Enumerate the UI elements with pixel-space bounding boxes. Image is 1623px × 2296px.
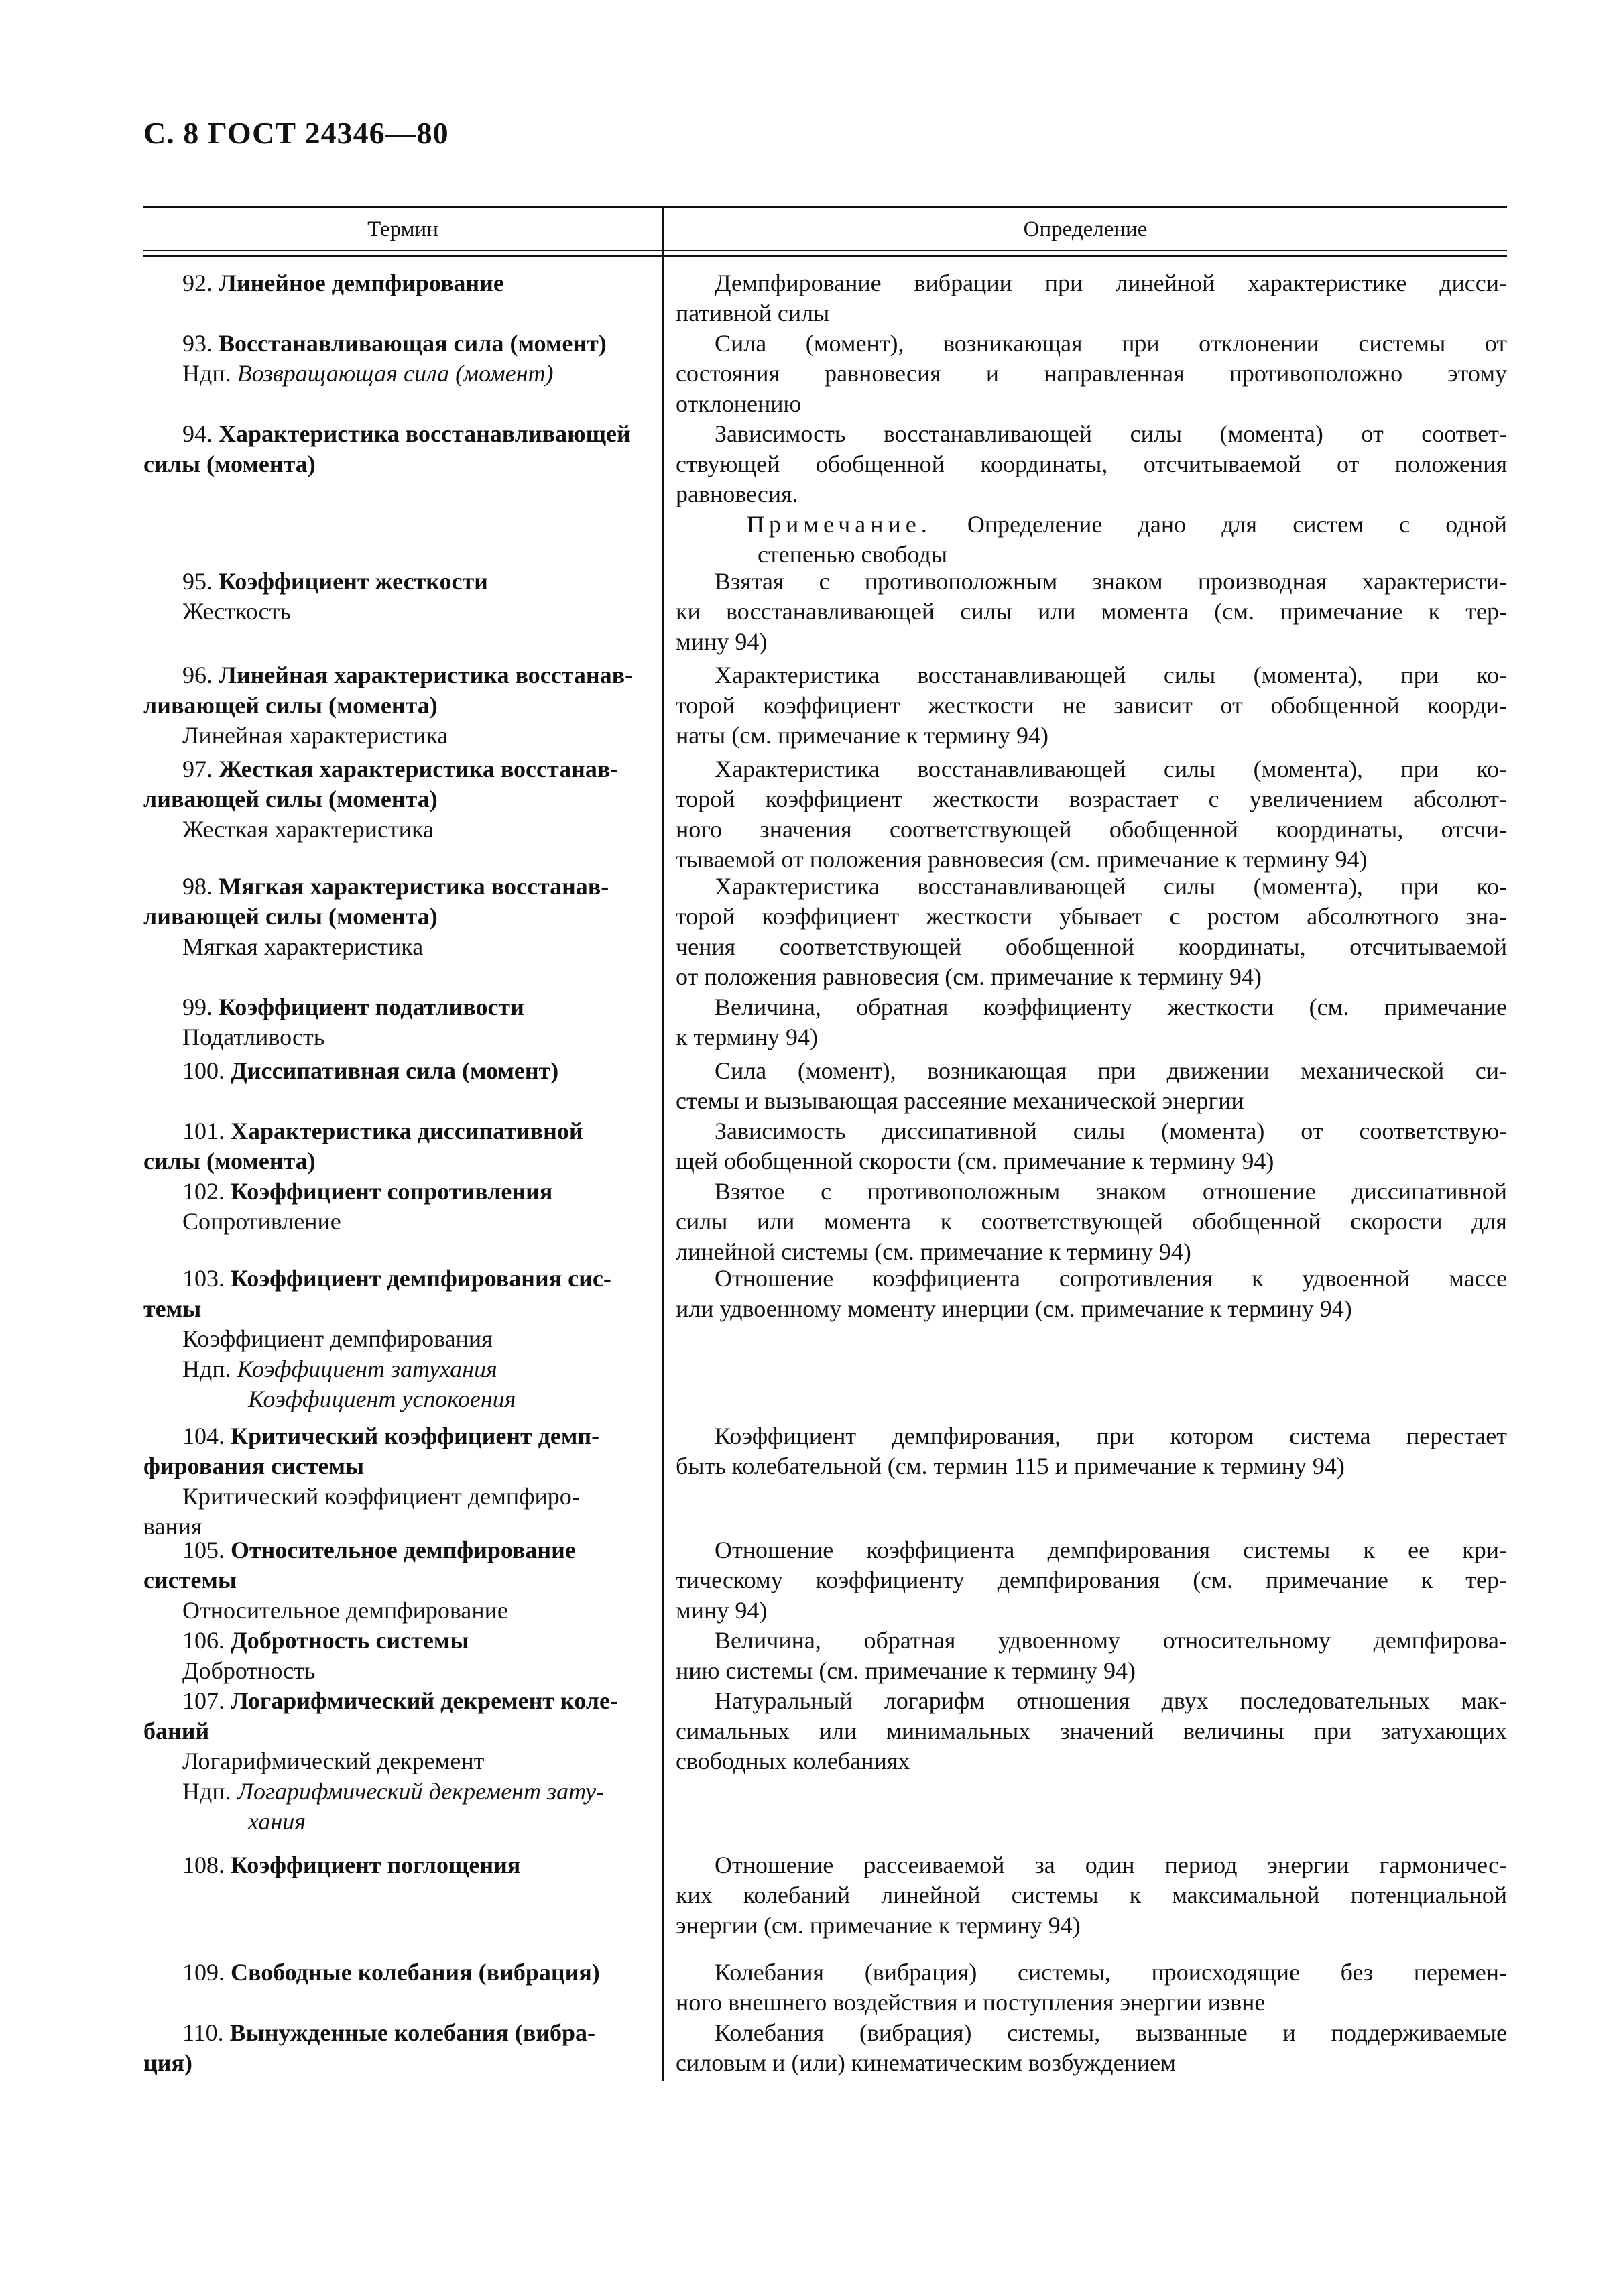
definition-line: торой коэффициент жесткости не зависит от обобщенной коорди- bbox=[676, 692, 1507, 719]
note-line bbox=[676, 509, 1507, 540]
term-number: 107. bbox=[182, 1687, 225, 1714]
definition-cell bbox=[676, 1421, 1507, 1482]
definition-line: ствующей обобщенной координаты, отсчитываемой от положения bbox=[676, 450, 1507, 477]
definition-cell bbox=[676, 419, 1507, 570]
term-synonym: Сопротивление bbox=[182, 1208, 341, 1235]
term-name: фирования системы bbox=[143, 1453, 365, 1479]
definition-line: щей обобщенной скорости (см. примечание к термину 94) bbox=[676, 1148, 1274, 1174]
definition-line: Демпфирование вибрации при линейной характеристике дисси- bbox=[715, 269, 1507, 296]
term-name: Коэффициент податливости bbox=[219, 993, 524, 1020]
definition-cell bbox=[676, 992, 1507, 1052]
term-line bbox=[143, 1451, 646, 1482]
definition-line: Величина, обратная удвоенному относительному демпфирова- bbox=[715, 1627, 1507, 1654]
deprecated-term: Коэффициент успокоения bbox=[248, 1386, 516, 1412]
term-number: 104. bbox=[182, 1423, 225, 1449]
term-cell bbox=[143, 1176, 646, 1237]
definition-line: к термину 94) bbox=[676, 1024, 818, 1050]
term-number: 99. bbox=[182, 993, 213, 1020]
note-line bbox=[676, 540, 1507, 570]
term-synonym: Податливость bbox=[182, 1024, 325, 1050]
term-line bbox=[143, 1850, 646, 1880]
definition-line: ного значения соответствующей обобщенной координаты, отсчи- bbox=[676, 816, 1507, 843]
definition-line: ких колебаний линейной системы к максимальной потенциальной bbox=[676, 1882, 1507, 1909]
definition-cell bbox=[676, 328, 1507, 419]
deprecated-label: Ндп. bbox=[182, 1778, 231, 1805]
term-cell bbox=[143, 992, 646, 1052]
term-line bbox=[143, 690, 646, 721]
term-cell bbox=[143, 1686, 646, 1837]
definition-line: мину 94) bbox=[676, 1597, 768, 1624]
term-line bbox=[143, 2018, 646, 2048]
definition-cell bbox=[676, 1535, 1507, 1626]
term-line bbox=[143, 871, 646, 902]
table-header-rule-double bbox=[143, 255, 1507, 257]
term-cell bbox=[143, 1850, 646, 1880]
term-line bbox=[143, 1535, 646, 1565]
definition-cell bbox=[676, 1957, 1507, 2018]
definition-cell bbox=[676, 1264, 1507, 1324]
deprecated-term: хания bbox=[248, 1808, 306, 1835]
term-line bbox=[143, 992, 646, 1022]
definition-cell bbox=[676, 1176, 1507, 1267]
term-name: силы (момента) bbox=[143, 1148, 316, 1174]
term-line bbox=[143, 566, 646, 597]
definition-line: стемы и вызывающая рассеяние механической энергии bbox=[676, 1087, 1244, 1114]
term-synonym: Добротность bbox=[182, 1657, 316, 1684]
definition-line: симальных или минимальных значений величины при затухающих bbox=[676, 1717, 1507, 1744]
term-cell bbox=[143, 2018, 646, 2078]
term-line bbox=[143, 1686, 646, 1716]
term-cell bbox=[143, 1056, 646, 1086]
term-cell bbox=[143, 566, 646, 627]
term-name: системы bbox=[143, 1567, 237, 1593]
definition-line: свободных колебаниях bbox=[676, 1748, 910, 1774]
term-cell bbox=[143, 419, 646, 479]
definition-line: Характеристика восстанавливающей силы (момента), при ко- bbox=[715, 756, 1507, 782]
definition-line: Натуральный логарифм отношения двух последовательных мак- bbox=[715, 1687, 1507, 1714]
term-cell bbox=[143, 268, 646, 298]
deprecated-label: Ндп. bbox=[182, 360, 231, 387]
page-header: С. 8 ГОСТ 24346—80 bbox=[143, 116, 449, 150]
term-name: Коэффициент демпфирования сис- bbox=[231, 1265, 611, 1292]
definition-line: быть колебательной (см. термин 115 и примечание к термину 94) bbox=[676, 1453, 1345, 1479]
term-name: Критический коэффициент демп- bbox=[231, 1423, 600, 1449]
definition-line: Отношение коэффициента демпфирования системы к ее кри- bbox=[715, 1536, 1507, 1563]
term-line bbox=[143, 1957, 646, 1988]
term-deprecated bbox=[143, 1384, 646, 1414]
definition-cell bbox=[676, 660, 1507, 751]
definition-line: или удвоенному моменту инерции (см. примечание к термину 94) bbox=[676, 1295, 1352, 1322]
term-name: Мягкая характеристика восстанав- bbox=[219, 873, 609, 900]
term-number: 102. bbox=[182, 1178, 225, 1205]
term-synonym: Относительное демпфирование bbox=[182, 1597, 508, 1624]
definition-line: состояния равновесия и направленная противоположно этому bbox=[676, 360, 1507, 387]
term-synonym: Линейная характеристика bbox=[182, 722, 448, 749]
definition-line: Колебания (вибрация) системы, вызванные и поддерживаемые bbox=[715, 2019, 1507, 2046]
term-synonym: Жесткость bbox=[182, 598, 291, 625]
term-cell bbox=[143, 1116, 646, 1176]
definition-line: отклонению bbox=[676, 390, 802, 417]
definition-line: Отношение коэффициента сопротивления к удвоенной массе bbox=[715, 1265, 1507, 1292]
term-line bbox=[143, 660, 646, 690]
definition-line: тическому коэффициенту демпфирования (см. примечание к тер- bbox=[676, 1567, 1507, 1593]
term-name: Логарифмический декремент коле- bbox=[231, 1687, 618, 1714]
term-cell bbox=[143, 1264, 646, 1414]
term-name: Относительное демпфирование bbox=[231, 1536, 576, 1563]
term-name: баний bbox=[143, 1717, 210, 1744]
definition-line: энергии (см. примечание к термину 94) bbox=[676, 1912, 1081, 1939]
definition-line: равновесия. bbox=[676, 481, 798, 507]
term-line bbox=[143, 1146, 646, 1176]
term-line bbox=[143, 784, 646, 814]
definition-cell bbox=[676, 871, 1507, 992]
definition-line: Зависимость восстанавливающей силы (момента) от соответ- bbox=[715, 420, 1507, 447]
term-deprecated bbox=[143, 1807, 646, 1837]
definition-line: ного внешнего воздействия и поступления энергии извне bbox=[676, 1989, 1266, 2016]
column-separator bbox=[662, 208, 664, 2081]
definition-line: силовым и (или) кинематическим возбуждением bbox=[676, 2049, 1176, 2076]
note-text: Определение дано для систем с одной bbox=[967, 511, 1507, 538]
term-cell bbox=[143, 1421, 646, 1542]
definition-line: пативной силы bbox=[676, 300, 830, 326]
definition-line: тываемой от положения равновесия (см. примечание к термину 94) bbox=[676, 846, 1368, 873]
term-line bbox=[143, 1294, 646, 1324]
term-number: 95. bbox=[182, 568, 213, 595]
note-label: Примечание. bbox=[747, 511, 932, 538]
term-cell bbox=[143, 754, 646, 845]
term-number: 103. bbox=[182, 1265, 225, 1292]
term-number: 94. bbox=[182, 420, 213, 447]
deprecated-term: Логарифмический декремент зату- bbox=[237, 1778, 605, 1805]
term-name: Добротность системы bbox=[231, 1627, 469, 1654]
term-number: 92. bbox=[182, 269, 213, 296]
definition-line: Взятая с противоположным знаком производная характеристи- bbox=[715, 568, 1507, 595]
term-name: Коэффициент сопротивления bbox=[231, 1178, 553, 1205]
term-deprecated bbox=[143, 1776, 646, 1807]
term-deprecated bbox=[143, 359, 646, 389]
term-synonym: Коэффициент демпфирования bbox=[182, 1325, 493, 1352]
term-number: 93. bbox=[182, 330, 213, 357]
term-name: темы bbox=[143, 1295, 202, 1322]
term-name: Характеристика восстанавливающей bbox=[219, 420, 631, 447]
term-number: 110. bbox=[182, 2019, 224, 2046]
term-number: 108. bbox=[182, 1852, 225, 1878]
definition-line: нию системы (см. примечание к термину 94) bbox=[676, 1657, 1136, 1684]
term-cell bbox=[143, 871, 646, 962]
term-name: Линейное демпфирование bbox=[219, 269, 504, 296]
term-cell bbox=[143, 1626, 646, 1686]
term-line bbox=[143, 1056, 646, 1086]
term-line bbox=[143, 1565, 646, 1595]
term-line bbox=[143, 328, 646, 359]
definition-line: Характеристика восстанавливающей силы (момента), при ко- bbox=[715, 662, 1507, 688]
column-header-definition: Определение bbox=[1023, 217, 1148, 241]
definition-line: мину 94) bbox=[676, 628, 768, 655]
term-line bbox=[143, 1626, 646, 1656]
definition-line: Отношение рассеиваемой за один период энергии гармоничес- bbox=[715, 1852, 1507, 1878]
term-name: Коэффициент поглощения bbox=[231, 1852, 521, 1878]
definition-line: силы или момента к соответствующей обобщенной скорости для bbox=[676, 1208, 1507, 1235]
term-line bbox=[143, 1116, 646, 1146]
definition-cell bbox=[676, 1626, 1507, 1686]
definition-cell bbox=[676, 2018, 1507, 2078]
definition-cell bbox=[676, 566, 1507, 657]
term-line bbox=[143, 1716, 646, 1746]
table-header-rule bbox=[143, 250, 1507, 251]
definition-line: Сила (момент), возникающая при движении механической си- bbox=[715, 1057, 1507, 1084]
term-name: Диссипативная сила (момент) bbox=[231, 1057, 559, 1084]
term-cell bbox=[143, 1957, 646, 1988]
definition-line: торой коэффициент жесткости возрастает с увеличением абсолют- bbox=[676, 786, 1507, 812]
definition-cell bbox=[676, 1686, 1507, 1776]
term-name: Вынужденные колебания (вибра- bbox=[229, 2019, 596, 2046]
term-number: 109. bbox=[182, 1959, 225, 1986]
term-name: ливающей силы (момента) bbox=[143, 692, 438, 719]
deprecated-term: Коэффициент затухания bbox=[237, 1355, 497, 1382]
deprecated-term: Возвращающая сила (момент) bbox=[237, 360, 554, 387]
definition-line: Сила (момент), возникающая при отклонении системы от bbox=[715, 330, 1507, 357]
term-line bbox=[143, 268, 646, 298]
term-line bbox=[143, 754, 646, 784]
definition-line: Коэффициент демпфирования, при котором система перестает bbox=[715, 1423, 1507, 1449]
table-top-rule bbox=[143, 206, 1507, 208]
definition-cell bbox=[676, 754, 1507, 875]
term-name: ливающей силы (момента) bbox=[143, 903, 438, 930]
definition-cell bbox=[676, 1116, 1507, 1176]
term-deprecated bbox=[143, 1354, 646, 1384]
term-synonym: вания bbox=[143, 1513, 202, 1540]
term-number: 100. bbox=[182, 1057, 225, 1084]
term-line bbox=[143, 2048, 646, 2078]
term-cell bbox=[143, 1535, 646, 1626]
deprecated-label: Ндп. bbox=[182, 1355, 231, 1382]
definition-line: Характеристика восстанавливающей силы (момента), при ко- bbox=[715, 873, 1507, 900]
term-cell bbox=[143, 328, 646, 389]
definition-line: ки восстанавливающей силы или момента (см. примечание к тер- bbox=[676, 598, 1507, 625]
definition-cell bbox=[676, 1850, 1507, 1941]
term-number: 106. bbox=[182, 1627, 225, 1654]
term-name: ливающей силы (момента) bbox=[143, 786, 438, 812]
term-number: 96. bbox=[182, 662, 213, 688]
definition-line: торой коэффициент жесткости убывает с ростом абсолютного зна- bbox=[676, 903, 1507, 930]
term-name: Свободные колебания (вибрация) bbox=[231, 1959, 600, 1986]
note-text: степенью свободы bbox=[758, 541, 948, 568]
definition-cell bbox=[676, 1056, 1507, 1116]
definition-cell bbox=[676, 268, 1507, 328]
term-number: 101. bbox=[182, 1117, 225, 1144]
term-line bbox=[143, 1264, 646, 1294]
term-name: Линейная характеристика восстанав- bbox=[219, 662, 634, 688]
term-name: Восстанавливающая сила (момент) bbox=[219, 330, 607, 357]
term-line bbox=[143, 449, 646, 479]
term-name: Жесткая характеристика восстанав- bbox=[219, 756, 619, 782]
definition-line: линейной системы (см. примечание к термину 94) bbox=[676, 1238, 1191, 1265]
definition-line: Зависимость диссипативной силы (момента) от соответствую- bbox=[715, 1117, 1507, 1144]
term-number: 97. bbox=[182, 756, 213, 782]
definition-line: чения соответствующей обобщенной координаты, отсчитываемой bbox=[676, 933, 1507, 960]
term-line bbox=[143, 419, 646, 449]
definition-line: Величина, обратная коэффициенту жесткости (см. примечание bbox=[715, 993, 1507, 1020]
definition-line: Колебания (вибрация) системы, происходящие без перемен- bbox=[715, 1959, 1507, 1986]
term-line bbox=[143, 902, 646, 932]
term-number: 98. bbox=[182, 873, 213, 900]
term-number: 105. bbox=[182, 1536, 225, 1563]
term-cell bbox=[143, 660, 646, 751]
term-line bbox=[143, 1421, 646, 1451]
term-synonym: Критический коэффициент демпфиро- bbox=[182, 1483, 580, 1510]
term-synonym: Жесткая характеристика bbox=[182, 816, 434, 843]
column-header-term: Термин bbox=[367, 217, 438, 241]
definition-line: наты (см. примечание к термину 94) bbox=[676, 722, 1048, 749]
term-synonym: Мягкая характеристика bbox=[182, 933, 424, 960]
term-name: Характеристика диссипативной bbox=[231, 1117, 583, 1144]
definition-line: Взятое с противоположным знаком отношение диссипативной bbox=[715, 1178, 1507, 1205]
term-name: силы (момента) bbox=[143, 450, 316, 477]
term-line bbox=[143, 1176, 646, 1207]
term-name: ция) bbox=[143, 2049, 192, 2076]
term-name: Коэффициент жесткости bbox=[219, 568, 488, 595]
definition-line: от положения равновесия (см. примечание к термину 94) bbox=[676, 963, 1262, 990]
term-synonym: Логарифмический декремент bbox=[182, 1748, 485, 1774]
